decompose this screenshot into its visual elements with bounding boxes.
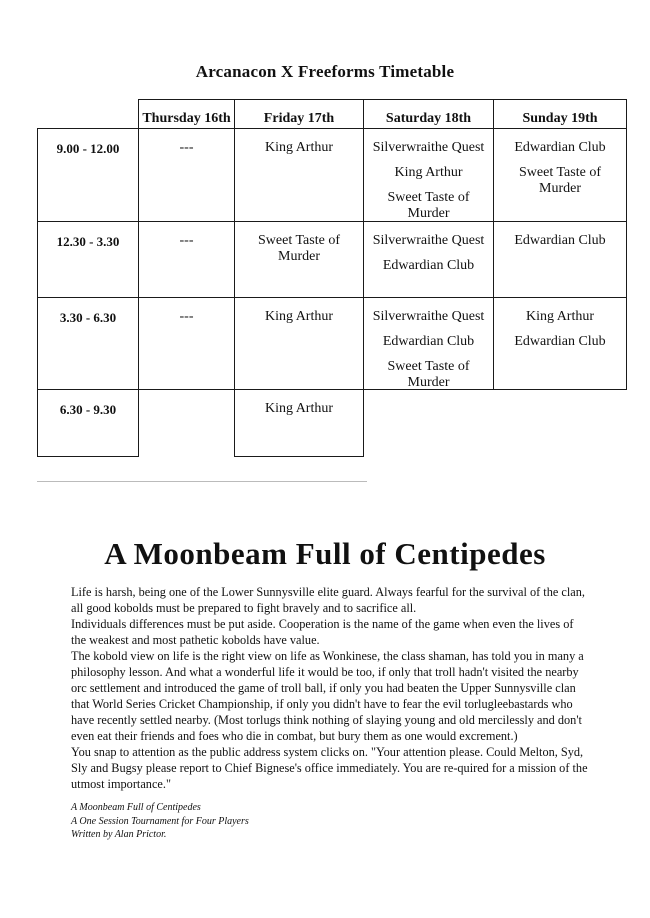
- event: Silverwraithe Quest: [372, 233, 485, 248]
- schedule-cell: [138, 297, 235, 390]
- event: Sweet Taste of Murder: [258, 233, 340, 264]
- schedule-cell: [493, 128, 627, 222]
- event: Sweet Taste of Murder: [387, 190, 470, 221]
- schedule-cell: [138, 128, 235, 222]
- time-slot: 6.30 - 9.30: [37, 389, 139, 457]
- divider: [37, 481, 367, 482]
- schedule-cell: [493, 221, 627, 298]
- event: King Arthur: [525, 309, 595, 324]
- schedule-cell: [363, 128, 494, 222]
- event: Sweet Taste of Murder: [519, 165, 601, 196]
- event: Edwardian Club: [514, 334, 606, 349]
- day-header: Saturday 18th: [363, 99, 494, 129]
- schedule-cell: [493, 297, 627, 390]
- credit-subtitle: A One Session Tournament for Four Players: [71, 815, 249, 827]
- schedule-cell: [234, 221, 364, 298]
- day-header: Thursday 16th: [138, 99, 235, 129]
- time-slot: 9.00 - 12.00: [37, 128, 139, 222]
- event: ---: [179, 233, 194, 248]
- article-paragraph: The kobold view on life is the right view on life as Wonkinese, the class shaman, has told you in many a philosophy lesson. And what a wonderful life it would be too, if only that troll hadn't visited the nearby orc settlement and introduced the game of troll ball, if only you had beaten the Upper Sunnysville clan that World Series Cricket Championship, if only you didn't have to fear the evil torlugleebastards who have recently settled nearby. (Most torlugs think nothing of slaying young and old mercilessly and don't even eat their friends and foes who die in combat, but bury them as one would excrement.): [71, 649, 584, 743]
- article-paragraph: Life is harsh, being one of the Lower Sunnysville elite guard. Always fearful for the survival of the clan, all good kobolds must be prepared to fight bravely and to sacrifice all.: [71, 585, 585, 615]
- event: Edwardian Club: [382, 258, 475, 273]
- article-paragraph: Individuals differences must be put aside. Cooperation is the name of the game when even the lives of the weakest and most pathetic kobolds have value.: [71, 617, 574, 647]
- article-heading: A Moonbeam Full of Centipedes: [104, 536, 546, 571]
- event: King Arthur: [394, 165, 463, 180]
- day-header: Friday 17th: [234, 99, 364, 129]
- time-slot: 12.30 - 3.30: [37, 221, 139, 298]
- article-paragraph: You snap to attention as the public address system clicks on. "Your attention please. Could Melton, Syd, Sly and Bugsy please report to Chief Bignese's office immediately. You are re-quired for a mission of the utmost importance.": [71, 745, 588, 791]
- credits: [71, 801, 591, 842]
- event: Edwardian Club: [382, 334, 475, 349]
- event: Edwardian Club: [514, 233, 606, 248]
- schedule-cell: [234, 128, 364, 222]
- article-body: [71, 584, 591, 792]
- schedule-cell: [234, 297, 364, 390]
- schedule-cell: [138, 389, 235, 457]
- event: Edwardian Club: [514, 140, 606, 155]
- event: Sweet Taste of Murder: [387, 359, 470, 390]
- event: ---: [179, 309, 194, 324]
- time-slot: 3.30 - 6.30: [37, 297, 139, 390]
- event: King Arthur: [264, 401, 334, 416]
- schedule-cell: [363, 221, 494, 298]
- schedule-cell: [363, 297, 494, 390]
- credit-title: A Moonbeam Full of Centipedes: [71, 802, 201, 813]
- event: ---: [179, 140, 194, 155]
- event: King Arthur: [264, 140, 334, 155]
- event: Silverwraithe Quest: [372, 309, 485, 324]
- schedule-cell: [138, 221, 235, 298]
- credit-author: Written by Alan Prictor.: [71, 829, 167, 840]
- schedule-cell: [234, 389, 364, 457]
- event: King Arthur: [264, 309, 334, 324]
- event: Silverwraithe Quest: [372, 140, 485, 155]
- day-header: Sunday 19th: [493, 99, 627, 129]
- timetable-title: Arcanacon X Freeforms Timetable: [195, 62, 455, 81]
